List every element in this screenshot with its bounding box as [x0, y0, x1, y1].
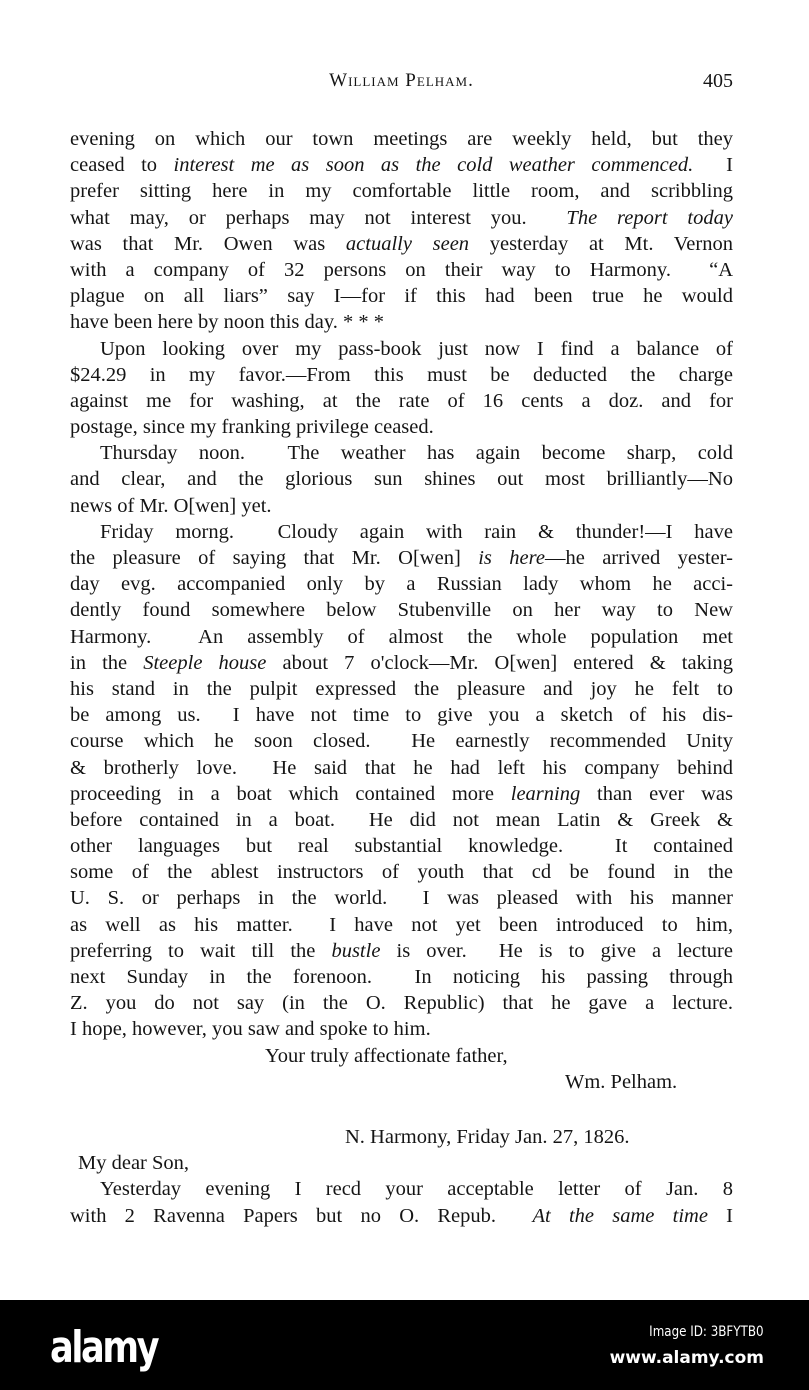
text-segment: Z. you do not say (in the O. Republic) that he gave a lecture.	[70, 992, 733, 1015]
italic-text: bustle	[331, 939, 381, 962]
text-line	[70, 1203, 733, 1229]
italic-text: Steeple house	[143, 651, 267, 674]
alamy-logo: alamy	[50, 1322, 158, 1373]
text-segment: other languages but real substantial knowledge. It contained	[70, 835, 733, 858]
text-segment: Wm. Pelham.	[565, 1070, 678, 1093]
text-line	[70, 938, 733, 964]
text-segment: Yesterday evening I recd your acceptable letter of Jan. 8	[100, 1178, 733, 1201]
text-segment: I hope, however, you saw and spoke to him.	[70, 1018, 431, 1041]
page-header	[70, 70, 733, 100]
text-segment: in the	[70, 651, 144, 674]
text-line	[70, 755, 733, 781]
text-segment: yesterday at Mt. Vernon	[469, 232, 733, 255]
text-line	[70, 152, 733, 178]
text-line	[70, 859, 733, 885]
text-segment: N. Harmony, Friday Jan. 27, 1826.	[345, 1125, 630, 1148]
text-line	[70, 676, 733, 702]
text-segment: ceased to	[70, 154, 174, 177]
text-segment: was that Mr. Owen was	[70, 232, 346, 255]
text-line	[70, 283, 733, 309]
text-line	[70, 624, 733, 650]
text-segment: dently found somewhere below Stubenville on her way to New	[70, 599, 733, 622]
text-segment: evening on which our town meetings are weekly held, but they	[70, 128, 733, 150]
text-segment: Friday morng. Cloudy again with rain & thunder!—I have	[100, 520, 733, 543]
text-line	[70, 964, 733, 990]
text-segment: plague on all liars” say I—for if this had been true he would	[70, 285, 733, 308]
text-line	[70, 1043, 733, 1069]
text-line	[70, 833, 733, 859]
text-segment: what may, or perhaps may not interest you.	[70, 206, 567, 229]
text-segment: with 2 Ravenna Papers but no O. Repub.	[70, 1204, 533, 1227]
text-segment: as well as his matter. I have not yet been introduced to him,	[70, 913, 733, 936]
text-line	[70, 1016, 733, 1042]
text-line	[70, 885, 733, 911]
text-line	[70, 414, 733, 440]
text-line	[70, 807, 733, 833]
text-segment: prefer sitting here in my comfortable little room, and scribbling	[70, 180, 733, 203]
text-segment: about 7 o'clock—Mr. O[wen] entered & taking	[266, 651, 734, 674]
text-segment: I	[693, 154, 733, 177]
text-line	[70, 597, 733, 623]
text-line	[70, 781, 733, 807]
text-line	[70, 178, 733, 204]
text-segment: proceeding in a boat which contained more	[70, 782, 511, 805]
text-line	[70, 493, 733, 519]
page-body-text	[70, 126, 733, 1229]
text-segment: & brotherly love. He said that he had left his company behind	[70, 756, 733, 779]
text-segment: $24.29 in my favor.—From this must be deducted the charge	[70, 363, 733, 386]
text-segment: some of the ablest instructors of youth that cd be found in the	[70, 861, 733, 884]
text-line	[70, 519, 733, 545]
text-segment: be among us. I have not time to give you a sketch of his dis-	[70, 704, 733, 727]
text-line	[70, 466, 733, 492]
text-segment: next Sunday in the forenoon. In noticing his passing through	[70, 966, 733, 988]
text-segment: day evg. accompanied only by a Russian lady whom he acci-	[70, 573, 733, 596]
text-line	[70, 257, 733, 283]
text-line	[70, 912, 733, 938]
text-line	[70, 205, 733, 231]
image-id-label: Image ID: 3BFYTB0	[649, 1324, 764, 1340]
italic-text: interest me as soon as the cold weather commenced.	[173, 154, 694, 177]
text-line	[70, 231, 733, 257]
text-segment: his stand in the pulpit expressed the pleasure and joy he felt to	[70, 677, 733, 700]
text-line	[70, 702, 733, 728]
text-line	[70, 571, 733, 597]
text-segment: Upon looking over my pass-book just now I find a balance of	[100, 337, 733, 360]
text-segment: postage, since my franking privilege ceased.	[70, 416, 434, 439]
running-title: William Pelham.	[329, 70, 474, 91]
text-line	[70, 1069, 733, 1095]
italic-text: is here	[478, 547, 545, 569]
text-segment: news of Mr. O[wen] yet.	[70, 494, 272, 517]
text-line	[70, 728, 733, 754]
text-segment: Your truly affectionate father,	[265, 1044, 508, 1067]
page-number: 405	[703, 70, 733, 92]
text-line	[70, 650, 733, 676]
text-segment: U. S. or perhaps in the world. I was pleased with his manner	[70, 887, 733, 910]
text-line	[70, 126, 733, 152]
text-line	[70, 1124, 733, 1150]
text-line	[70, 309, 733, 335]
watermark-bar	[0, 1300, 809, 1390]
text-segment: the pleasure of saying that Mr. O[wen]	[70, 547, 479, 569]
text-line	[70, 388, 733, 414]
text-segment: I	[707, 1204, 734, 1227]
italic-text: learning	[510, 782, 581, 805]
text-segment: Thursday noon. The weather has again become sharp, cold	[100, 442, 733, 465]
text-segment: have been here by noon this day. * * *	[70, 311, 385, 334]
text-line	[70, 545, 733, 571]
text-line	[70, 1176, 733, 1202]
text-segment: —he arrived yester-	[544, 547, 734, 569]
italic-text: The report today	[566, 206, 733, 229]
text-segment: course which he soon closed. He earnestly recommended Unity	[70, 730, 733, 753]
text-line	[70, 362, 733, 388]
text-segment: against me for washing, at the rate of 16 cents a doz. and for	[70, 389, 733, 412]
text-segment: and clear, and the glorious sun shines out most brilliantly—No	[70, 468, 733, 491]
text-segment: preferring to wait till the	[70, 939, 332, 962]
text-segment: than ever was	[580, 782, 733, 805]
italic-text: actually seen	[345, 232, 470, 255]
text-segment: My dear Son,	[78, 1152, 190, 1175]
text-line	[70, 336, 733, 362]
text-line	[70, 440, 733, 466]
site-url: www.alamy.com	[609, 1348, 764, 1368]
text-segment: Harmony. An assembly of almost the whole population met	[70, 625, 733, 648]
italic-text: At the same time	[532, 1204, 708, 1227]
text-segment: is over. He is to give a lecture	[380, 939, 733, 962]
text-segment: before contained in a boat. He did not mean Latin & Greek &	[70, 808, 733, 831]
text-line	[70, 1150, 733, 1176]
text-line	[70, 990, 733, 1016]
text-segment: with a company of 32 persons on their way to Harmony. “A	[70, 258, 733, 281]
